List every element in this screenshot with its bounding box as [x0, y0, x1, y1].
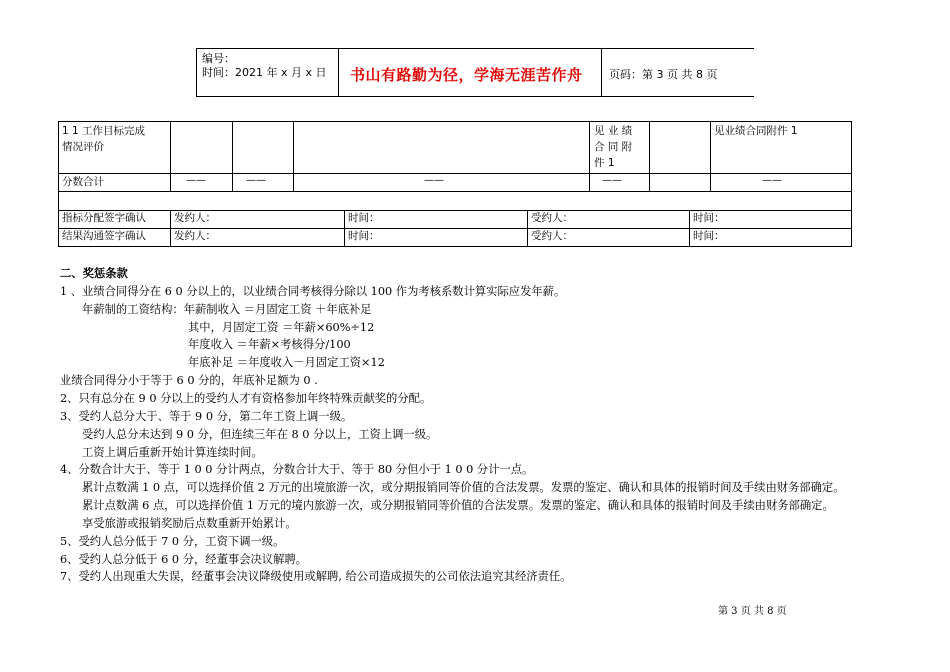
result-issuer-label: 发约人：	[174, 230, 216, 242]
table-line-3	[58, 191, 852, 192]
total-score-dash-3: ——	[424, 175, 444, 186]
clause-line: 累计点数满 6 点，可以选择价值 1 万元的境内旅游一次，或分期报销同等价值的合法发票。发票的鉴定、确认和具体的报销时间及手续由财务部确定。	[82, 499, 834, 512]
sign-col-2	[344, 210, 345, 247]
table-col-3	[293, 121, 294, 192]
header-left-border	[196, 48, 197, 96]
indicator-sign-label: 指标分配签字确认	[62, 212, 146, 224]
contract-ref-value: 见业绩合同附件 1	[714, 125, 798, 137]
goal-evaluation-label-line1: 1 1 工作目标完成	[62, 125, 146, 137]
clause-line: 年度收入 ＝年薪×考核得分/100	[188, 338, 351, 351]
table-line-top	[58, 121, 852, 122]
total-score-dash-5: ——	[762, 175, 782, 186]
contract-ref-label-line2: 合 同 附	[594, 141, 633, 153]
clause-line: 3、受约人总分大于、等于 9 0 分，第二年工资上调一级。	[60, 410, 353, 423]
sign-col-1	[170, 210, 171, 247]
indicator-time1-label: 时间：	[348, 212, 380, 224]
table-col-4	[589, 121, 590, 192]
indicator-issuer-label: 发约人：	[174, 212, 216, 224]
clause-line: 其中，月固定工资 ＝年薪×60%÷12	[188, 321, 375, 334]
sign-col-3	[527, 210, 528, 247]
table-left-border	[58, 121, 59, 247]
table-line-bottom	[58, 246, 852, 247]
clause-line: 6、受约人总分低于 6 0 分，经董事会决议解聘。	[60, 553, 307, 566]
total-score-dash-1: ——	[186, 175, 206, 186]
result-receiver-label: 受约人：	[531, 230, 573, 242]
page-indicator: 页码：第 3 页 共 8 页	[609, 68, 718, 81]
table-col-5	[649, 121, 650, 192]
footer-page-number: 第 3 页 共 8 页	[718, 606, 787, 617]
header-bottom-border	[196, 96, 754, 97]
header-divider-2	[601, 48, 602, 96]
clause-line: 7、受约人出现重大失误，经董事会决议降级使用或解聘, 给公司造成损失的公司依法追究其经济责任。	[60, 570, 572, 583]
clause-line: 受约人总分未达到 9 0 分，但连续三年在 8 0 分以上，工资上调一级。	[82, 428, 438, 441]
result-sign-label: 结果沟通签字确认	[62, 230, 146, 242]
motto: 书山有路勤为径，学海无涯苦作舟	[350, 66, 583, 84]
clause-line: 享受旅游或报销奖励后点数重新开始累计。	[82, 517, 297, 530]
table-col-1	[170, 121, 171, 192]
table-right-border	[851, 121, 852, 247]
clause-line: 年底补足 ＝年度收入－月固定工资×12	[188, 356, 385, 369]
result-time2-label: 时间：	[693, 230, 725, 242]
goal-evaluation-label-line2: 情况评价	[62, 141, 104, 153]
total-score-label: 分数合计	[62, 176, 104, 188]
contract-ref-label-line1: 见 业 绩	[594, 125, 633, 137]
document-number-label: 编号：	[202, 52, 235, 65]
clause-line: 2、只有总分在 9 0 分以上的受约人才有资格参加年终特殊贡献奖的分配。	[60, 392, 432, 405]
total-score-dash-4: ——	[602, 175, 622, 186]
table-col-6	[710, 121, 711, 192]
table-col-2	[232, 121, 233, 192]
clause-line: 1 、业绩合同得分在 6 0 分以上的，以业绩合同考核得分除以 100 作为考核系数计算实际应发年薪。	[60, 285, 566, 298]
sign-col-4	[689, 210, 690, 247]
header-top-border	[196, 48, 754, 49]
total-score-dash-2: ——	[246, 175, 266, 186]
section-title: 二、奖惩条款	[60, 267, 128, 280]
result-time1-label: 时间：	[348, 230, 380, 242]
clause-line: 4、分数合计大于、等于 1 0 0 分计两点，分数合计大于、等于 80 分但小于 1 0 0 分计一点。	[60, 463, 534, 476]
clause-line: 累计点数满 1 0 点，可以选择价值 2 万元的出境旅游一次，或分期报销同等价值的合法发票。发票的鉴定、确认和具体的报销时间及手续由财务部确定。	[82, 481, 845, 494]
clause-line: 工资上调后重新开始计算连续时间。	[82, 446, 263, 459]
clause-line: 5、受约人总分低于 7 0 分，工资下调一级。	[60, 535, 285, 548]
clause-line: 年薪制的工资结构：年薪制收入 ＝月固定工资 ＋年底补足	[82, 303, 372, 316]
document-time: 时间：2021 年 x 月 x 日	[202, 66, 327, 79]
clause-line: 业绩合同得分小于等于 6 0 分的，年底补足额为 0 .	[60, 374, 318, 387]
header-divider-1	[338, 48, 339, 96]
indicator-receiver-label: 受约人：	[531, 212, 573, 224]
indicator-time2-label: 时间：	[693, 212, 725, 224]
table-line-2	[58, 173, 852, 174]
contract-ref-label-line3: 件 1	[594, 157, 615, 169]
